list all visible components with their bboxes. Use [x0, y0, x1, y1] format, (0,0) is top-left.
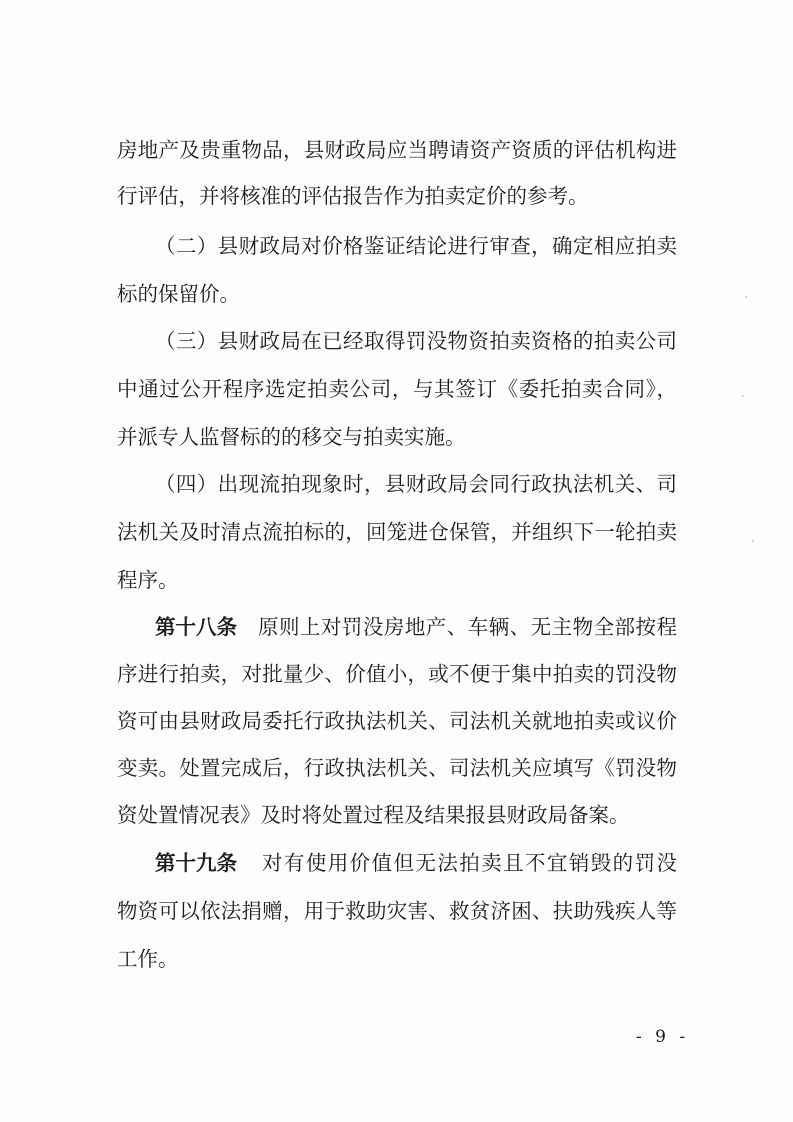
page-number: - 9 - [636, 1027, 690, 1047]
article-19-line-2: 物资可以依法捐赠，用于救助灾害、救贫济困、扶助残疾人等 [117, 899, 677, 923]
article-18-line-4: 变卖。处置完成后，行政执法机关、司法机关应填写《罚没物 [117, 756, 677, 780]
article-18-line-3: 资可由县财政局委托行政执法机关、司法机关就地拍卖或议价 [117, 709, 677, 733]
scan-speck [742, 395, 744, 397]
paragraph-4-line-2: 法机关及时清点流拍标的，回笼进仓保管，并组织下一轮拍卖 [117, 520, 677, 544]
article-19-heading: 第十九条 [155, 851, 237, 875]
paragraph-3-line-1: （三）县财政局在已经取得罚没物资拍卖资格的拍卖公司 [155, 329, 677, 353]
paragraph-4-line-3: 程序。 [117, 568, 179, 592]
article-18-line-1: 原则上对罚没房地产、车辆、无主物全部按程 [258, 615, 677, 639]
article-18-line-2: 序进行拍卖，对批量少、价值小，或不便于集中拍卖的罚没物 [117, 662, 677, 686]
paragraph-1-line-2: 行评估，并将核准的评估报告作为拍卖定价的参考。 [117, 184, 589, 208]
scan-speck [745, 296, 747, 298]
paragraph-3-line-3: 并派专人监督标的的移交与拍卖实施。 [117, 425, 466, 449]
scan-speck [752, 540, 754, 542]
paragraph-1-line-1: 房地产及贵重物品，县财政局应当聘请资产资质的评估机构进 [117, 138, 677, 162]
article-18-heading: 第十八条 [155, 615, 237, 639]
article-18-line-5: 资处置情况表》及时将处置过程及结果报县财政局备案。 [117, 803, 630, 827]
paragraph-2-line-1: （二）县财政局对价格鉴证结论进行审查，确定相应拍卖 [155, 234, 677, 258]
article-19-line-3: 工作。 [117, 947, 179, 971]
paragraph-3-line-2: 中通过公开程序选定拍卖公司，与其签订《委托拍卖合同》， [117, 377, 677, 401]
paragraph-4-line-1: （四）出现流拍现象时，县财政局会同行政执法机关、司 [155, 472, 677, 496]
article-19-line-1: 对有使用价值但无法拍卖且不宜销毁的罚没 [262, 851, 677, 875]
paragraph-2-line-2: 标的保留价。 [117, 282, 240, 306]
